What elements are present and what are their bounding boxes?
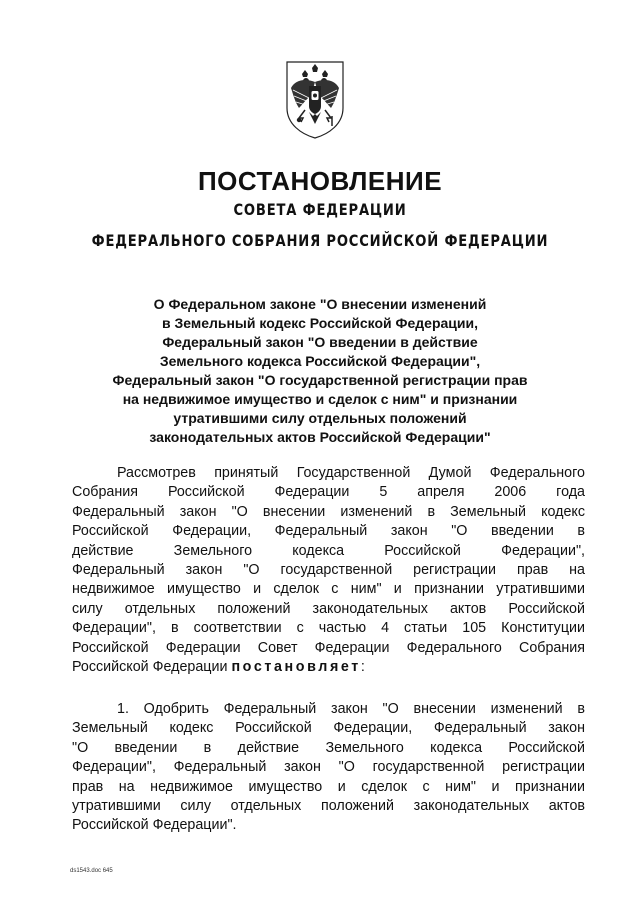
paragraph-line: 1. Одобрить Федеральный закон "О внесении изменений в [117,701,585,717]
preamble-paragraph [72,464,585,677]
russian-coat-of-arms-icon [275,58,355,140]
subject-line: О Федеральном законе "О внесении изменений [153,296,487,312]
paragraph-line: Российской Федерации". [72,817,237,834]
subject-line: в Земельный кодекс Российской Федерации, [161,315,479,331]
resolution-subject [90,295,550,447]
paragraph-line: Земельный кодекс Российской Федерации, Федеральный закон [72,720,585,737]
issuer-line-1: СОВЕТА ФЕДЕРАЦИИ [233,200,407,219]
paragraph-line: утратившими силу отдельных положений законодательных актов [72,798,585,815]
paragraph-line: Российской Федерации, Федеральный закон "О введении в [72,523,585,540]
subject-line: Земельного кодекса Российской Федерации", [159,353,481,369]
paragraph-line: Федеральный закон "О государственной регистрации прав на [72,562,585,579]
coat-of-arms-emblem [275,58,355,140]
subject-line: Федеральный закон "О государственной регистрации прав [112,372,528,388]
issuer-line-2: ФЕДЕРАЛЬНОГО СОБРАНИЯ РОССИЙСКОЙ ФЕДЕРАЦИИ [91,231,549,250]
paragraph-line: недвижимое имущество и сделок с ним" и признании утратившими [72,581,585,598]
paragraph-line: Российской Федерации Совет Федерации Федерального Собрания [72,639,585,656]
resolves-word: постановляет [231,659,361,676]
document-type-title: ПОСТАНОВЛЕНИЕ [197,166,443,196]
paragraph-line: Федерации", в соответствии с частью 4 статьи 105 Конституции [72,620,585,637]
clause-1-paragraph [72,700,585,836]
paragraph-line: "О введении в действие Земельного кодекса Российской [72,739,585,756]
paragraph-line: силу отдельных положений законодательных актов Российской [72,600,585,617]
paragraph-line: Собрания Российской Федерации 5 апреля 2006 года [72,484,585,501]
paragraph-line: прав на недвижимое имущество и сделок с ним" и признании [72,778,585,795]
paragraph-line: Рассмотрев принятый Государственной Думой Федерального [117,465,585,481]
paragraph-last-line [72,658,585,677]
paragraph-line: Федерации", Федеральный закон "О государственной регистрации [72,759,585,776]
paragraph-line: действие Земельного кодекса Российской Федерации", [72,542,585,559]
subject-line: на недвижимое имущество и сделок с ним" и признании [122,391,518,407]
subject-line: законодательных актов Российской Федерации" [149,429,491,445]
paragraph-line: Федеральный закон "О внесении изменений в Земельный кодекс [72,503,585,520]
subject-line: Федеральный закон "О введении в действие [162,334,478,350]
last-line-prefix: Российской Федерации [72,659,232,676]
subject-line: утратившими силу отдельных положений [173,410,467,426]
file-code: ds1543.doc 645 [70,868,113,874]
resolves-colon: : [360,659,365,676]
